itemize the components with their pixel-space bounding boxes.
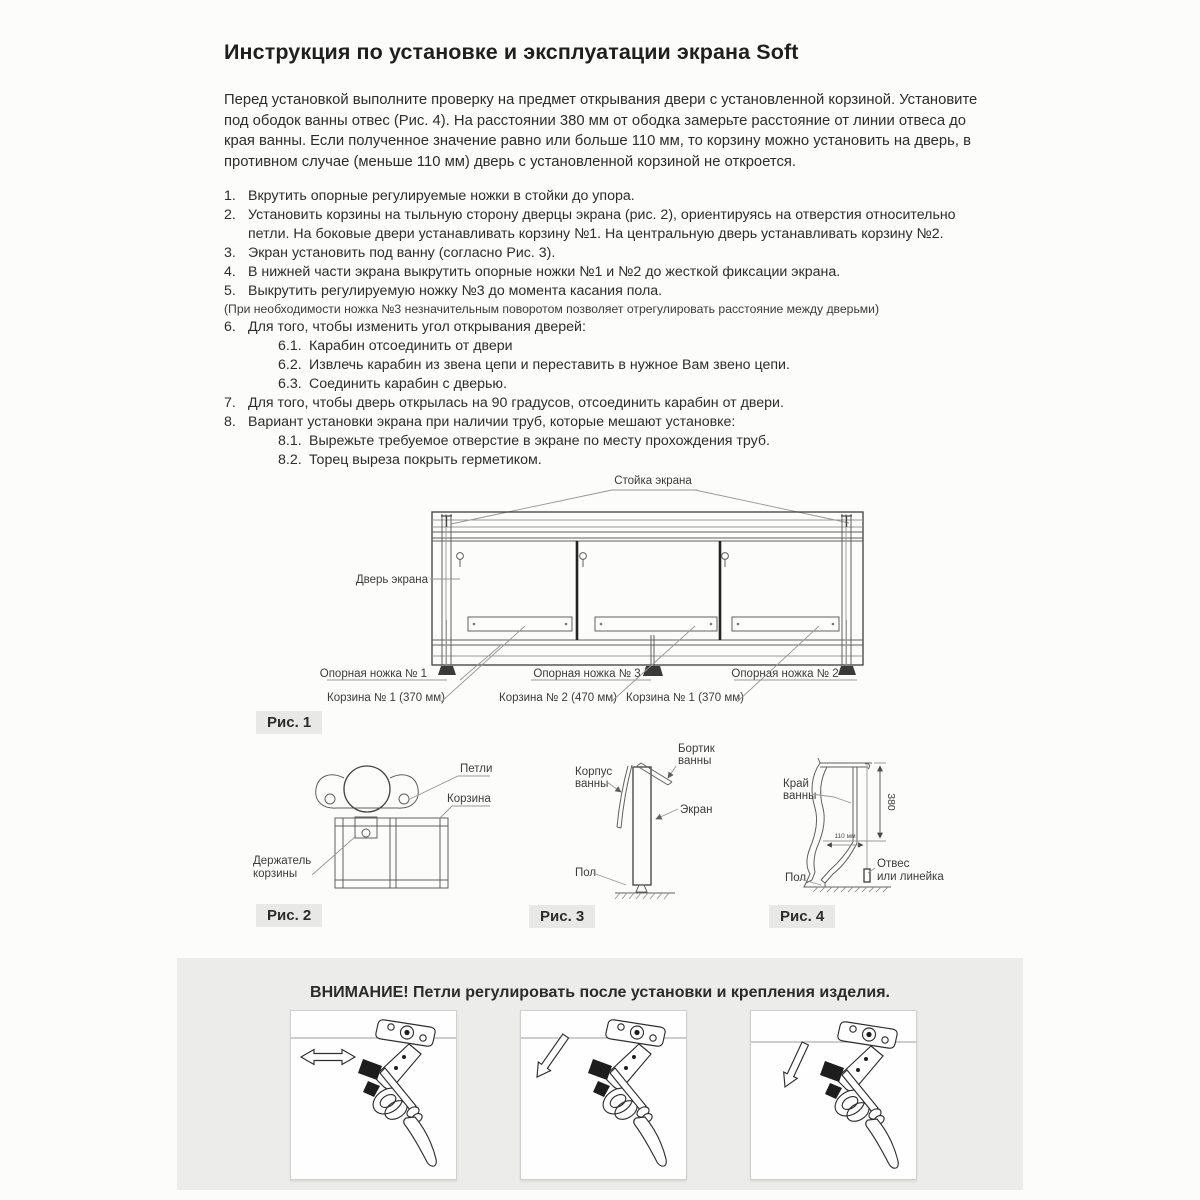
fig2-hinge-drawing bbox=[316, 766, 419, 812]
fig4-dimensions bbox=[823, 763, 897, 845]
fig3-floor-label: Пол bbox=[575, 867, 597, 879]
fig1-caption: Рис. 1 bbox=[256, 711, 322, 734]
fig1-door-label-group bbox=[356, 574, 460, 586]
fig1-screen-front-diagram bbox=[320, 470, 880, 715]
fig4-bath-drawing bbox=[804, 758, 872, 887]
fig1-baskets bbox=[468, 617, 839, 631]
fig2-hinges-label: Петли bbox=[460, 763, 493, 775]
hinge-drawing-2 bbox=[521, 1011, 686, 1179]
step-text: Выкрутить регулируемую ножку №3 до момента касания пола. bbox=[248, 282, 663, 299]
fig2-basket-drawing bbox=[335, 817, 448, 888]
fig2-holder-label-line2: корзины bbox=[253, 868, 298, 880]
step-number: 6. bbox=[224, 319, 236, 336]
step-text: Для того, чтобы изменить угол открывания дверей: bbox=[248, 319, 586, 336]
fig2-labels bbox=[253, 763, 492, 880]
fig1-stand-label-group bbox=[451, 475, 849, 524]
step-8 bbox=[224, 413, 990, 432]
step-text: Для того, чтобы дверь открылась на 90 градусов, отсоединить карабин от двери. bbox=[248, 395, 784, 412]
step-6-1 bbox=[224, 337, 990, 356]
step-2 bbox=[224, 206, 990, 244]
step-text: Вкрутить опорные регулируемые ножки в стойки до упора. bbox=[248, 188, 635, 204]
warning-text: ВНИМАНИЕ! Петли регулировать после установки и крепления изделия. bbox=[310, 984, 890, 1001]
fig4-dim-110: 110 мм bbox=[834, 833, 856, 840]
cabinet-hinge-icon bbox=[588, 1020, 666, 1166]
fig3-drawing bbox=[615, 763, 675, 899]
fig3-rim-label-line2: ванны bbox=[678, 755, 712, 767]
substep-number: 8.2. bbox=[278, 451, 302, 468]
cabinet-hinge-icon bbox=[820, 1022, 898, 1168]
fig3-body-label-line1: Корпус bbox=[575, 766, 613, 778]
fig1-foot-right bbox=[838, 666, 856, 675]
attention-section bbox=[177, 958, 1023, 1190]
diagonal-adjust-arrow-icon bbox=[531, 1032, 572, 1082]
step-8-2 bbox=[224, 451, 990, 470]
fig4-edge-label-line2: ванны bbox=[783, 790, 817, 802]
step-text: В нижней части экрана выкрутить опорные ножки №1 и №2 до жесткой фиксации экрана. bbox=[248, 263, 841, 280]
step-4 bbox=[224, 263, 990, 282]
step-6-3 bbox=[224, 375, 990, 394]
fig3-body-label-line2: ванны bbox=[575, 778, 609, 790]
step-number: 4. bbox=[224, 263, 236, 280]
fig1-stand-label: Стойка экрана bbox=[614, 475, 692, 487]
text-column bbox=[224, 40, 990, 470]
hinge-drawing-3 bbox=[751, 1011, 916, 1179]
fig3-labels bbox=[575, 743, 716, 885]
fig3-caption: Рис. 3 bbox=[529, 905, 595, 928]
horizontal-adjust-arrow-icon bbox=[301, 1050, 355, 1065]
step-8-1 bbox=[224, 432, 990, 451]
fig1-basket2-label: Корзина № 2 (470 мм) bbox=[499, 692, 617, 704]
hinge-adjustment-illustration-1 bbox=[290, 1010, 457, 1180]
fig1-leg-labels bbox=[320, 646, 857, 680]
fig4-plumb-check-diagram bbox=[755, 740, 1020, 912]
step-6-2 bbox=[224, 356, 990, 375]
fig3-screen-position-diagram bbox=[540, 735, 770, 910]
fig4-caption: Рис. 4 bbox=[769, 905, 835, 928]
fig4-plumb-drawing bbox=[864, 763, 870, 882]
substep-text: Соединить карабин с дверью. bbox=[309, 376, 507, 393]
fig1-door-label: Дверь экрана bbox=[355, 574, 428, 586]
fig3-rim-label-line1: Бортик bbox=[678, 743, 715, 755]
hinge-adjustment-illustration-3 bbox=[750, 1010, 917, 1180]
step-number: 3. bbox=[224, 244, 236, 261]
substep-number: 6.1. bbox=[278, 338, 302, 355]
fig2-basket-label: Корзина bbox=[447, 793, 491, 805]
step-number: 7. bbox=[224, 395, 236, 412]
fig2-hinge-basket-diagram bbox=[240, 745, 500, 900]
fig4-plumb-label-line2: или линейка bbox=[877, 871, 944, 883]
step-text: Вариант установки экрана при наличии труб, которые мешают установке: bbox=[248, 413, 736, 430]
substep-text: Торец выреза покрыть герметиком. bbox=[309, 451, 542, 468]
step-7 bbox=[224, 394, 990, 413]
steep-adjust-arrow-icon bbox=[778, 1040, 812, 1090]
installation-steps bbox=[224, 187, 990, 470]
fig1-foot-left bbox=[438, 666, 456, 675]
step-text: Установить корзины на тыльную сторону дверцы экрана (рис. 2), ориентируясь на отверстия относительно петли. На боковые двери устанавливать корзину №1. На центральную дверь устанавливать корзину №2. bbox=[248, 206, 956, 242]
substep-number: 8.1. bbox=[278, 432, 302, 449]
fig3-screen-label: Экран bbox=[680, 804, 713, 816]
substep-text: Карабин отсоединить от двери bbox=[309, 338, 513, 355]
fig4-dim-380: 380 bbox=[885, 793, 897, 811]
cabinet-hinge-icon bbox=[358, 1020, 436, 1166]
step-number: 8. bbox=[224, 413, 236, 430]
fig1-leg1-label: Опорная ножка № 1 bbox=[320, 668, 427, 680]
step-number: 1. bbox=[224, 188, 236, 204]
step-5-note: (При необходимости ножка №3 незначительным поворотом позволяет отрегулировать расстояние между дверьми) bbox=[224, 302, 880, 317]
step-number: 2. bbox=[224, 206, 236, 223]
fig4-edge-label-line1: Край bbox=[783, 778, 809, 790]
hinge-adjustment-illustration-2 bbox=[520, 1010, 687, 1180]
fig4-floor-label: Пол bbox=[785, 872, 807, 884]
step-3 bbox=[224, 244, 990, 263]
step-6 bbox=[224, 318, 990, 337]
substep-text: Извлечь карабин из звена цепи и переставить в нужное Вам звено цепи. bbox=[309, 357, 790, 374]
step-text: Экран установить под ванну (согласно Рис. 3). bbox=[248, 244, 556, 261]
fig2-holder-label-line1: Держатель bbox=[253, 855, 312, 867]
fig2-caption: Рис. 2 bbox=[256, 904, 322, 927]
fig4-plumb-label-line1: Отвес bbox=[877, 858, 910, 870]
step-5 bbox=[224, 282, 990, 301]
page-title: Инструкция по установке и эксплуатации экрана Soft bbox=[224, 40, 799, 64]
fig1-leg2-label: Опорная ножка № 2 bbox=[731, 668, 839, 680]
step-number: 5. bbox=[224, 282, 236, 299]
substep-number: 6.2. bbox=[278, 357, 302, 374]
hinge-drawing-1 bbox=[291, 1011, 456, 1179]
fig1-foot-center bbox=[643, 666, 663, 676]
substep-text: Вырежьте требуемое отверстие в экране по месту прохождения труб. bbox=[309, 432, 770, 449]
fig1-leg3-label: Опорная ножка № 3 bbox=[533, 668, 641, 680]
fig1-basket1-right-label: Корзина № 1 (370 мм) bbox=[626, 692, 744, 704]
intro-paragraph: Перед установкой выполните проверку на предмет открывания двери с установленной корзиной. Установите под ободок ванны отвес (Рис. 4). На расстоянии 380 мм от ободка замерьте расстояние от линии отвеса до края ванны. Если полученное значение равно или больше 110 мм, то корзину можно установить на дверь, в противном случае (меньше 110 мм) дверь с установленной корзиной не откроется. bbox=[224, 92, 978, 170]
step-1 bbox=[224, 187, 990, 206]
fig1-basket1-left-label: Корзина № 1 (370 мм) bbox=[327, 692, 445, 704]
substep-number: 6.3. bbox=[278, 376, 302, 393]
